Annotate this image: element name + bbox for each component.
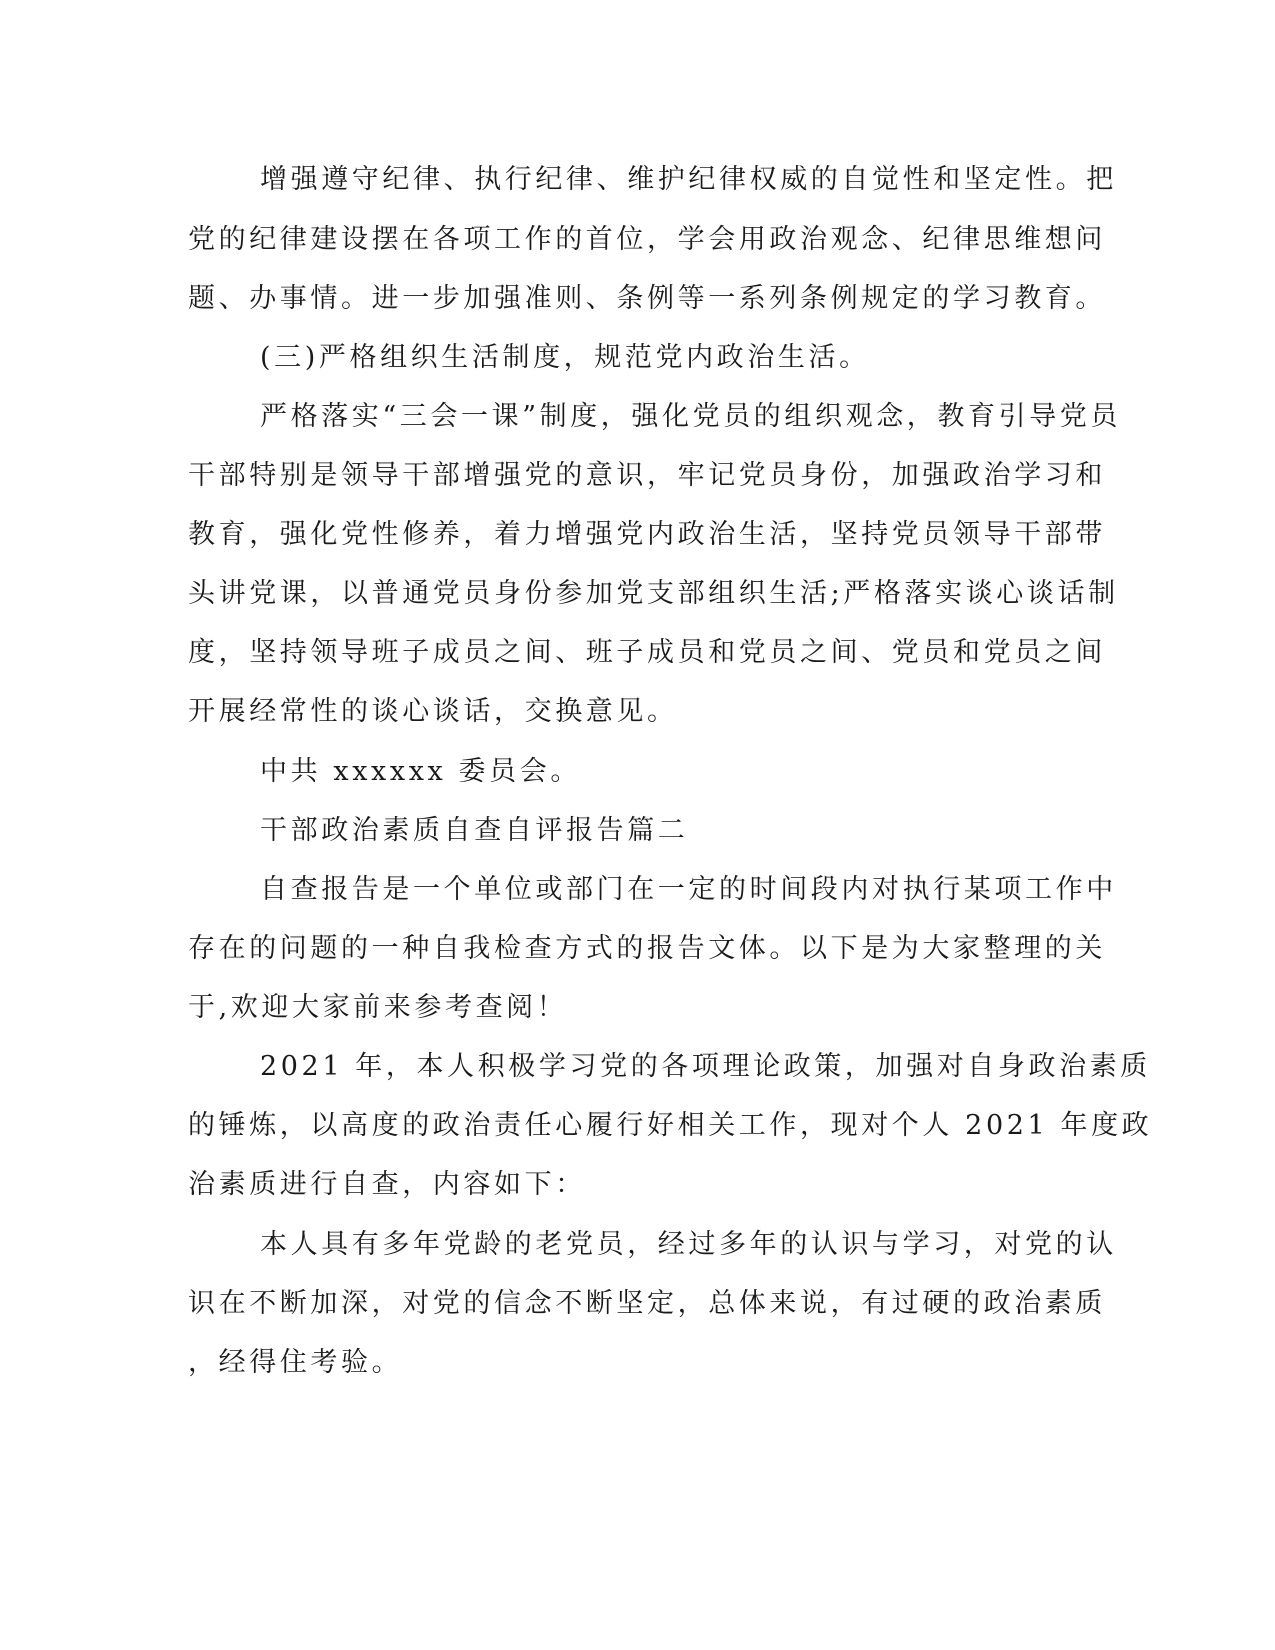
text-line: ，经得住考验。 xyxy=(188,1347,403,1378)
text-line: 2021 年，本人积极学习党的各项理论政策，加强对自身政治素质 xyxy=(260,1051,1151,1082)
text-line: 开展经常性的谈心谈话，交换意见。 xyxy=(188,696,678,727)
text-line: 的锤炼，以高度的政治责任心履行好相关工作，现对个人 2021 年度政 xyxy=(188,1110,1153,1141)
text-line: 存在的问题的一种自我检查方式的报告文体。以下是为大家整理的关 xyxy=(188,933,1106,964)
text-line: 度，坚持领导班子成员之间、班子成员和党员之间、党员和党员之间 xyxy=(188,637,1106,668)
text-line: 题、办事情。进一步加强准则、条例等一系列条例规定的学习教育。 xyxy=(188,283,1106,314)
text-line: 于,欢迎大家前来参考查阅！ xyxy=(188,992,568,1023)
text-line: 识在不断加深，对党的信念不断坚定，总体来说，有过硬的政治素质 xyxy=(188,1288,1106,1319)
text-line: 干部特别是领导干部增强党的意识，牢记党员身份，加强政治学习和 xyxy=(188,460,1106,491)
text-line: 头讲党课，以普通党员身份参加党支部组织生活;严格落实谈心谈话制 xyxy=(188,578,1119,609)
text-line: 本人具有多年党龄的老党员，经过多年的认识与学习，对党的认 xyxy=(260,1229,1117,1260)
text-line: 党的纪律建设摆在各项工作的首位，学会用政治观念、纪律思维想问 xyxy=(188,224,1106,255)
article-title: 干部政治素质自查自评报告篇二 xyxy=(260,815,689,846)
text-line: 治素质进行自查，内容如下： xyxy=(188,1169,586,1200)
text-line: 教育，强化党性修养，着力增强党内政治生活，坚持党员领导干部带 xyxy=(188,519,1106,550)
text-line: 严格落实“三会一课”制度，强化党员的组织观念，教育引导党员 xyxy=(260,401,1122,432)
text-line: 增强遵守纪律、执行纪律、维护纪律权威的自觉性和坚定性。把 xyxy=(260,164,1117,195)
text-line: 自查报告是一个单位或部门在一定的时间段内对执行某项工作中 xyxy=(260,874,1117,905)
section-heading: (三)严格组织生活制度，规范党内政治生活。 xyxy=(260,342,870,373)
signature-line: 中共 xxxxxx 委员会。 xyxy=(260,756,581,787)
